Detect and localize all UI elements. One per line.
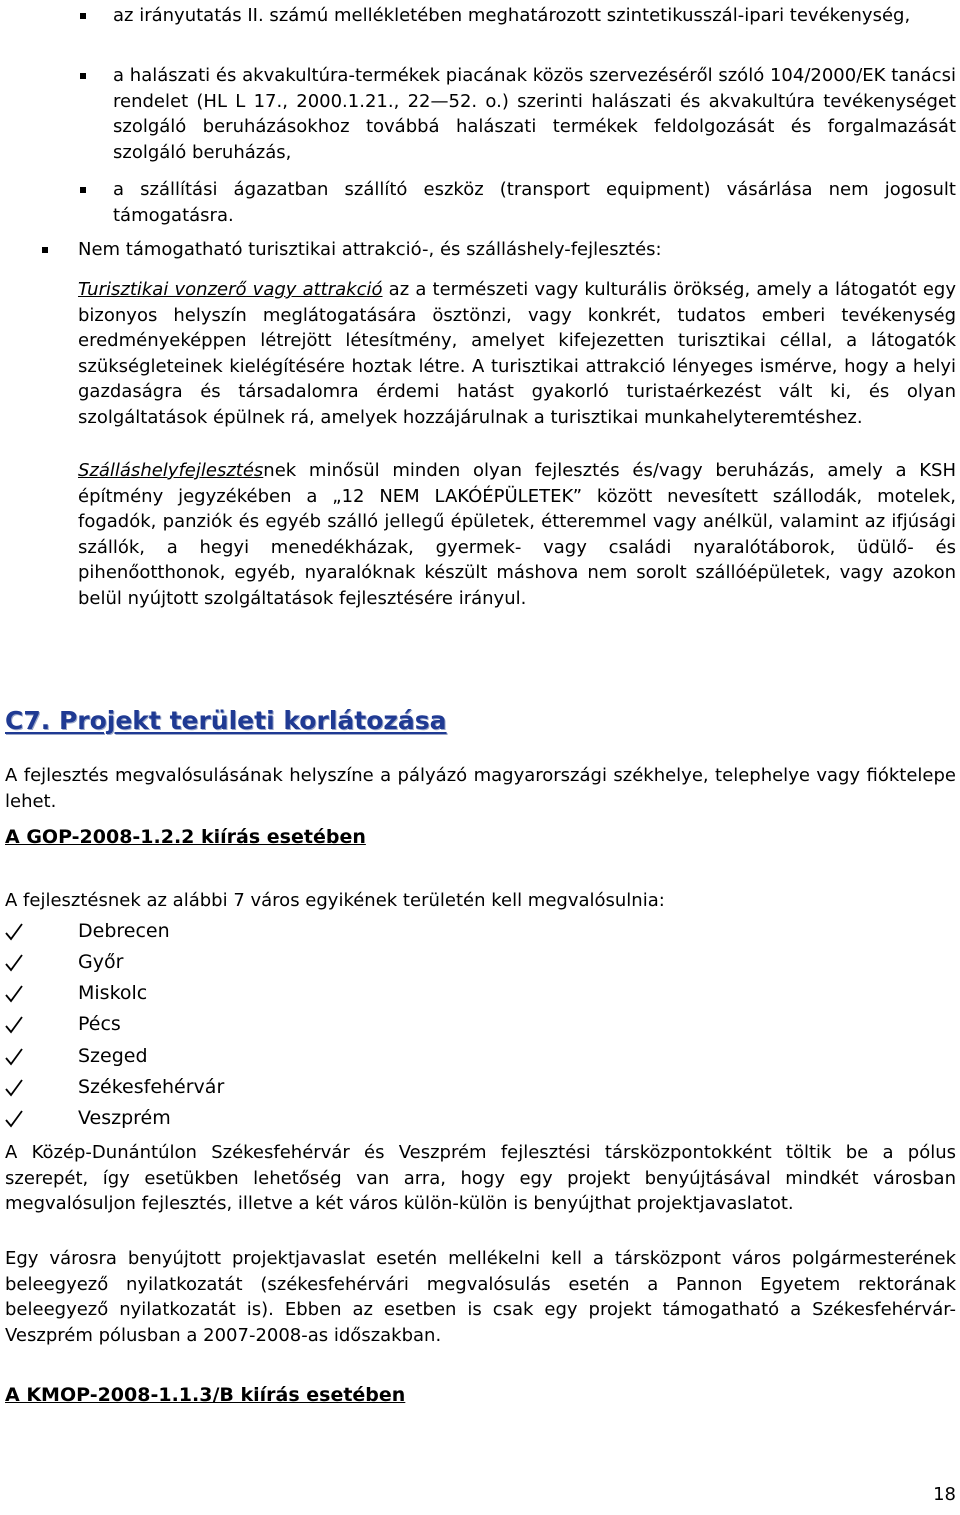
paragraph-text: az a természeti vagy kulturális örökség, amely a látogatót egy bizonyos helyszín meglátogatására ösztönzi, vagy konkrét, tudatos emberi tevékenység eredményeképpen létrejött létesítmény, amelyet kifejezetten turisztikai céllal, a látogatók szükségleteinek kielégítésére hoztak létre. A turisztikai attrakció lényeges ismérve, hogy a helyi gazdaságra és társadalomra érdemi hatást gyakorló turistaérkezést vált ki, és olyan szolgáltatások épülnek rá, amelyek hozzájárulnak a turisztikai munkahelyteremtéshez. — [78, 279, 956, 428]
defined-term: Szálláshelyfejlesztés — [78, 460, 264, 481]
bullet-text: a halászati és akvakultúra-termékek piacának közös szervezéséről szóló 104/2000/EK tanácsi rendelet (HL L 17., 2000.1.21., 22—52. o.) szerinti halászati és akvakultúra tevékenységet szolgáló beruházásokhoz továbbá halászati termékek feldolgozását és forgalmazását szolgáló beruházás, — [113, 65, 956, 163]
section-paragraph: Egy városra benyújtott projektjavaslat esetén mellékelni kell a társközpont város polgármesterének beleegyező nyilatkozatát (székesfehérvári megvalósulás esetén a Pannon Egyetem rektorának beleegyező nyilatkozatát is). Ebben az esetben is csak egy projekt támogatható a Székesfehérvár-Veszprém pólusban a 2007-2008-as időszakban. — [5, 1248, 956, 1346]
square-bullet-icon — [80, 13, 86, 19]
square-bullet-icon — [80, 73, 86, 79]
check-mark-icon — [5, 953, 23, 973]
bullet-text: a szállítási ágazatban szállító eszköz (transport equipment) vásárlása nem jogosult támogatásra. — [113, 179, 956, 226]
bullet-text: Nem támogatható turisztikai attrakció-, és szálláshely-fejlesztés: — [78, 239, 662, 260]
check-mark-icon — [5, 984, 23, 1004]
check-mark-icon — [5, 1015, 23, 1035]
city-name: Szeged — [78, 1045, 148, 1067]
page-number: 18 — [933, 1484, 956, 1505]
szallas-paragraph — [78, 458, 956, 611]
check-mark-icon — [5, 922, 23, 942]
defined-term: Turisztikai vonzerő vagy attrakció — [78, 279, 383, 300]
list-item — [80, 177, 956, 228]
city-name: Veszprém — [78, 1107, 171, 1129]
section-heading: C7. Projekt területi korlátozása — [5, 706, 447, 735]
paragraph-text: nek minősül minden olyan fejlesztés és/vagy beruházás, amely a KSH építmény jegyzékében a „12 NEM LAKÓÉPÜLETEK” között nevesített szállodák, motelek, fogadók, panziók és egyéb szálló jellegű épületek, étteremmel vagy anélkül, valamint az ifjúsági szállók, a hegyi menedékházak, gyermek- vagy családi nyaralótáborok, üdülő- és pihenőotthonok, egyéb, nyaralóknak készült máshova nem sorolt szállóépületek, vagy azokon belül nyújtott szolgáltatások fejlesztésére irányul. — [78, 460, 956, 609]
city-name: Pécs — [78, 1013, 121, 1035]
city-name: Debrecen — [78, 920, 170, 942]
check-mark-icon — [5, 1109, 23, 1129]
section-paragraph: A Közép-Dunántúlon Székesfehérvár és Veszprém fejlesztési társközpontokként töltik be a pólus szerepét, így esetükben lehetőség van arra, hogy egy projekt benyújtásával mindkét városban megvalósuljon fejlesztés, illetve a két város külön-külön is benyújthat projektjavaslatot. — [5, 1142, 956, 1214]
turisztikai-paragraph — [78, 277, 956, 430]
list-item — [42, 237, 956, 263]
subsection-heading: A GOP-2008-1.2.2 kiírás esetében — [5, 826, 366, 848]
check-mark-icon — [5, 1047, 23, 1067]
city-name: Győr — [78, 951, 124, 973]
list-item — [80, 3, 956, 29]
city-name: Miskolc — [78, 982, 148, 1004]
section-paragraph: A fejlesztés megvalósulásának helyszíne a pályázó magyarországi székhelye, telephelye vagy fióktelepe lehet. — [5, 765, 956, 812]
city-name: Székesfehérvár — [78, 1076, 225, 1098]
subsection-heading: A KMOP-2008-1.1.3/B kiírás esetében — [5, 1384, 406, 1406]
square-bullet-icon — [42, 247, 48, 253]
list-item — [80, 63, 956, 165]
check-mark-icon — [5, 1078, 23, 1098]
section-paragraph: A fejlesztésnek az alábbi 7 város egyikének területén kell megvalósulnia: — [5, 890, 665, 911]
square-bullet-icon — [80, 187, 86, 193]
bullet-text: az irányutatás II. számú mellékletében meghatározott szintetikusszál-ipari tevékenység, — [113, 5, 911, 26]
